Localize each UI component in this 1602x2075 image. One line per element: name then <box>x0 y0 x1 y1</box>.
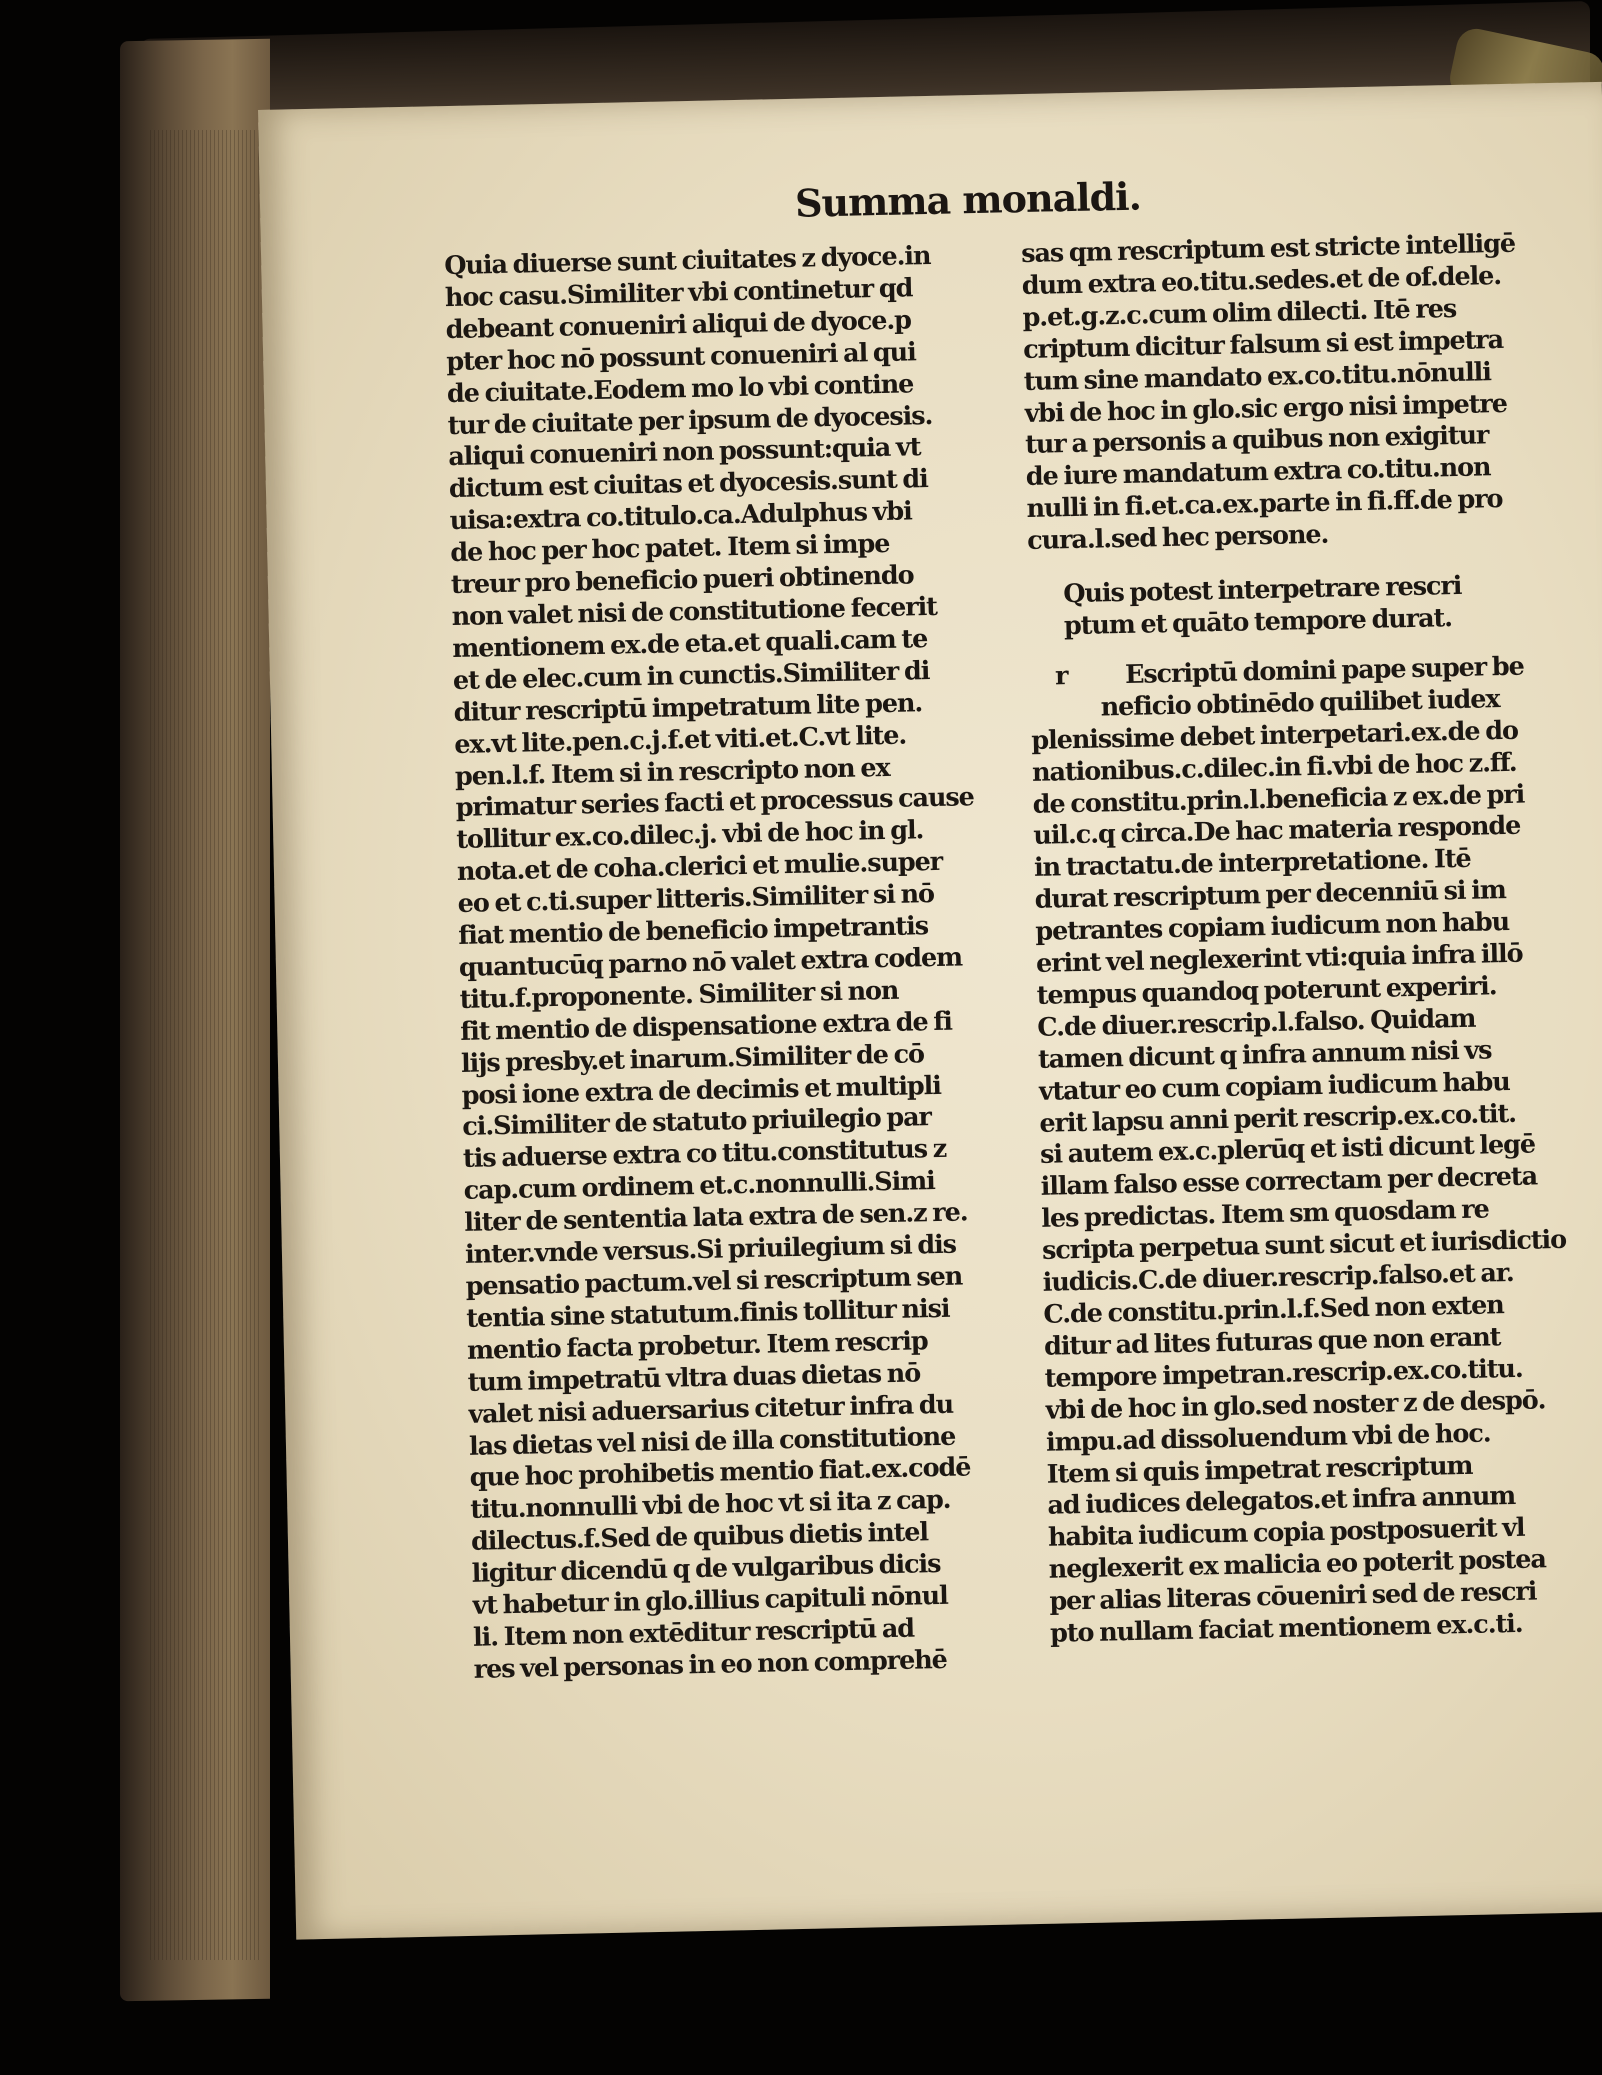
text-line: Item si quis impetrat rescriptum <box>1046 1450 1473 1490</box>
text-line: cap.cum ordinem et.c.nonnulli.Simi <box>463 1166 935 1207</box>
text-line: illam falso esse correctam per decreta <box>1040 1161 1538 1203</box>
text-line: pensatio pactum.vel si rescriptum sen <box>465 1261 963 1302</box>
text-line: ex.vt lite.pen.c.j.f.et viti.et.C.vt lite. <box>454 720 907 760</box>
text-line: pter hoc nō possunt conueniri al qui <box>446 337 916 377</box>
text-line: non valet nisi de constitutione fecerit <box>451 591 938 633</box>
page-stack-lines <box>150 130 260 1960</box>
text-line: primatur series facti et processus cause <box>455 782 975 824</box>
text-line: titu.f.proponente. Similiter si non <box>459 975 899 1015</box>
text-line: per alias literas cōueniri sed de rescri <box>1049 1576 1537 1617</box>
text-line: vtatur eo cum copiam iudicum habu <box>1038 1066 1510 1107</box>
text-line: et de elec.cum in cunctis.Similiter di <box>452 655 930 696</box>
text-line: scripta perpetua sunt sicut et iurisdictio <box>1041 1225 1567 1267</box>
heading-line: Quis potest interpetrare rescri <box>1063 570 1462 610</box>
text-line: res vel personas in eo non comprehē <box>473 1644 948 1685</box>
text-line: aliqui conueniri non possunt:quia vt <box>448 432 921 473</box>
text-line: C.de constitu.prin.l.f.Sed non exten <box>1043 1290 1504 1330</box>
text-line: dilectus.f.Sed de quibus dietis intel <box>470 1517 929 1558</box>
text-line: p.et.g.z.c.cum olim dilecti. Itē res <box>1022 293 1457 333</box>
text-line: de hoc per hoc patet. Item si impe <box>450 529 890 569</box>
text-line: las dietas vel nisi de illa constitutione <box>468 1421 956 1462</box>
text-line: tentia sine statutum.finis tollitur nisi <box>466 1293 950 1334</box>
text-line: liter de sententia lata extra de sen.z re. <box>464 1197 968 1239</box>
text-line: in tractatu.de interpretatione. Itē <box>1033 844 1471 884</box>
text-line: tum impetratū vltra duas dietas nō <box>467 1358 921 1398</box>
text-line: de iure mandatum extra co.titu.non <box>1025 452 1491 493</box>
text-line: fiat mentio de beneficio impetrantis <box>458 911 929 952</box>
text-line: criptum dicitur falsum si est impetra <box>1022 324 1504 365</box>
text-line: fit mentio de dispensatione extra de fi <box>460 1006 953 1047</box>
text-line: tur de ciuitate per ipsum de dyocesis. <box>447 400 933 441</box>
text-line: durat rescriptum per decenniū si im <box>1034 875 1507 916</box>
text-line: vbi de hoc in glo.sic ergo nisi impetre <box>1024 388 1508 429</box>
text-line: vbi de hoc in glo.sed noster z de despō. <box>1045 1385 1546 1426</box>
text-line: mentio facta probetur. Item rescrip <box>466 1326 928 1366</box>
text-line: ad iudices delegatos.et infra annum <box>1047 1481 1516 1522</box>
text-line: inter.vnde versus.Si priuilegium si dis <box>464 1229 957 1271</box>
text-line: plenissime debet interpetari.ex.de do <box>1031 715 1519 756</box>
text-line: habita iudicum copia postposuerit vl <box>1047 1513 1525 1554</box>
text-line: tempus quandoq poterunt experiri. <box>1036 971 1497 1011</box>
text-line: ditur ad lites futuras que non erant <box>1043 1322 1501 1362</box>
text-line: impu.ad dissoluendum vbi de hoc. <box>1045 1418 1491 1458</box>
text-line: li. Item non extēditur rescriptū ad <box>472 1613 915 1653</box>
text-line: nota.et de coha.clerici et mulie.super <box>456 847 943 888</box>
text-line: pen.l.f. Item si in rescripto non ex <box>454 752 890 792</box>
text-line: Escriptū domini pape super be <box>1124 651 1525 690</box>
text-line: C.de diuer.rescrip.l.falso. Quidam <box>1037 1003 1476 1043</box>
text-line: dictum est ciuitas et dyocesis.sunt di <box>448 464 929 505</box>
text-line: valet nisi aduersarius citetur infra du <box>468 1389 954 1430</box>
text-line: si autem ex.c.plerūq et isti dicunt legē <box>1039 1129 1536 1171</box>
text-line: tollitur ex.co.dilec.j. vbi de hoc in gl. <box>456 815 924 856</box>
text-line: debeant conueniri aliqui de dyoce.p <box>445 305 912 345</box>
text-line: eo et c.ti.super litteris.Similiter si nō <box>457 879 935 920</box>
text-line: Quia diuerse sunt ciuitates z dyoce.in <box>443 240 931 282</box>
text-line: ditur rescriptū impetratum lite pen. <box>453 687 923 728</box>
text-line: erit lapsu anni perit rescrip.ex.co.tit. <box>1039 1098 1517 1139</box>
initial-letter: r <box>1054 661 1068 692</box>
text-line: neficio obtinēdo quilibet iudex <box>1100 683 1500 723</box>
text-line: lijs presby.et inarum.Similiter de cō <box>460 1038 925 1079</box>
text-line: hoc casu.Similiter vbi continetur qd <box>444 273 913 314</box>
running-head: Summa monaldi. <box>794 173 1142 226</box>
text-line: pto nullam faciat mentionem ex.c.ti. <box>1049 1608 1523 1649</box>
right-text-column <box>1021 228 1600 1651</box>
text-line: treur pro beneficio pueri obtinendo <box>450 560 914 601</box>
text-line: de constitu.prin.l.beneficia z ex.de pri <box>1032 779 1525 820</box>
text-line: quantucūq parno nō valet extra codem <box>458 942 963 983</box>
text-line: erint vel neglexerint vti:quia infra illō <box>1035 938 1523 979</box>
heading-line: ptum et quāto tempore durat. <box>1063 603 1453 642</box>
text-line: titu.nonnulli vbi de hoc vt si ita z cap. <box>470 1485 951 1526</box>
section-heading <box>1028 569 1579 644</box>
text-line: petrantes copiam iudicum non habu <box>1035 907 1510 948</box>
text-line: que hoc prohibetis mentio fiat.ex.codē <box>469 1452 971 1494</box>
text-line: nationibus.c.dilec.in fi.vbi de hoc z.ff. <box>1031 747 1517 788</box>
text-line: nulli in fi.et.ca.ex.parte in fi.ff.de pro <box>1026 484 1503 525</box>
text-line: sas qm rescriptum est stricte intelligē <box>1020 228 1516 270</box>
text-line: dum extra eo.titu.sedes.et de of.dele. <box>1021 260 1502 301</box>
text-line: neglexerit ex malicia eo poterit postea <box>1048 1544 1547 1586</box>
text-line: tur a personis a quibus non exigitur <box>1024 420 1489 461</box>
text-line: uisa:extra co.titulo.ca.Adulphus vbi <box>449 496 912 537</box>
text-line: les predictas. Item sm quosdam re <box>1041 1194 1490 1235</box>
text-line: vt habetur in glo.illius capituli nōnul <box>472 1580 948 1621</box>
printed-page <box>258 82 1602 1940</box>
text-line: tamen dicunt q infra annum nisi vs <box>1037 1035 1492 1075</box>
text-line: cura.l.sed hec persone. <box>1026 519 1329 557</box>
text-line: ligitur dicendū q de vulgaribus dicis <box>471 1549 941 1589</box>
text-line: uil.c.q circa.De hac materia responde <box>1033 811 1521 852</box>
text-line: tum sine mandato ex.co.titu.nōnulli <box>1023 356 1492 397</box>
text-line: de ciuitate.Eodem mo lo vbi contine <box>446 368 914 409</box>
text-line: ci.Similiter de statuto priuilegio par <box>462 1102 932 1143</box>
text-line: mentionem ex.de eta.et quali.cam te <box>452 623 928 664</box>
left-text-column <box>444 240 1019 1687</box>
text-line: tempore impetran.rescrip.ex.co.titu. <box>1044 1353 1523 1394</box>
text-line: iudicis.C.de diuer.rescrip.falso.et ar. <box>1042 1258 1514 1298</box>
text-line: tis aduerse extra co titu.constitutus z <box>462 1134 947 1175</box>
text-line: posi ione extra de decimis et multipli <box>461 1070 942 1111</box>
